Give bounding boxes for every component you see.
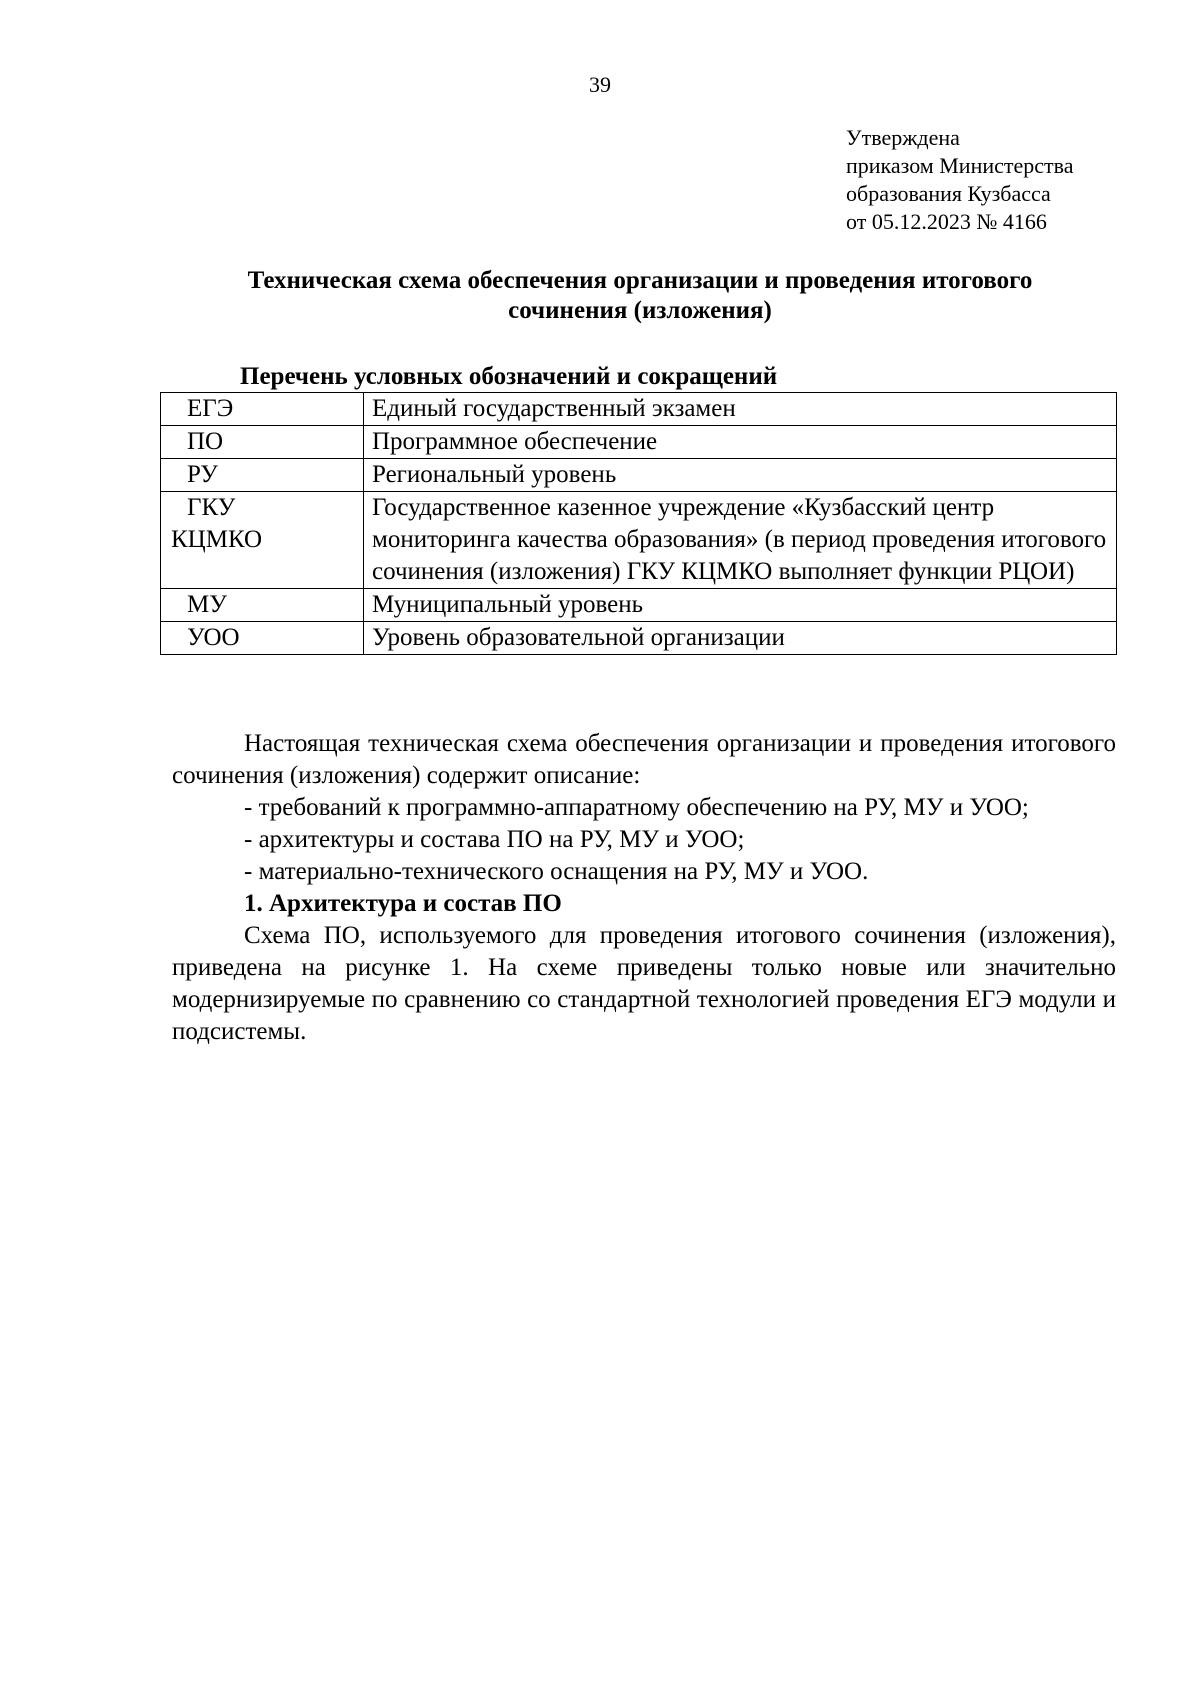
abbreviation-cell: УОО [161,622,364,655]
section-heading: 1. Архитектура и состав ПО [244,890,562,917]
intro-paragraph: Настоящая техническая схема обеспечения организации и проведения итогового сочинения (изложения) содержит описание: [172,730,1116,789]
abbreviation-line: КЦМКО [171,526,263,553]
abbreviation-cell: РУ [161,459,364,492]
document-title-line: сочинения (изложения) [508,297,772,324]
document-title-line: Техническая схема обеспечения организации и проведения итогового [247,267,1033,294]
table-caption: Перечень условных обозначений и сокращений [240,363,778,390]
page-number: 39 [589,72,611,97]
approval-line: от 05.12.2023 № 4166 [846,209,1047,234]
table-row [161,459,1117,492]
table-row [161,393,1117,426]
table-row [161,589,1117,622]
body-text [172,728,1116,1048]
abbreviation-cell [161,492,364,589]
meaning-cell: Государственное казенное учреждение «Кузбасский центр мониторинга качества образования» (в период проведения итогового сочинения (изложения) ГКУ КЦМКО выполняет функции РЦОИ) [364,492,1117,589]
abbreviation-cell: МУ [161,589,364,622]
approval-line: образования Кузбасса [846,181,1051,206]
approval-line: приказом Министерства [846,153,1074,178]
list-item: - материально-технического оснащения на РУ, МУ и УОО. [244,858,869,885]
approval-line: Утверждена [846,125,960,150]
meaning-cell: Единый государственный экзамен [364,393,1117,426]
abbreviation-cell: ЕГЭ [161,393,364,426]
list-item: - требований к программно-аппаратному обеспечению на РУ, МУ и УОО; [244,794,1029,821]
list-item: - архитектуры и состава ПО на РУ, МУ и УОО; [244,826,745,853]
abbreviation-cell: ПО [161,426,364,459]
meaning-cell: Уровень образовательной организации [364,622,1117,655]
section-paragraph: Схема ПО, используемого для проведения итогового сочинения (изложения), приведена на рисунке 1. На схеме приведены только новые или значительно модернизируемые по сравнению со стандартной технологией проведения ЕГЭ модули и подсистемы. [172,922,1116,1045]
abbreviations-table [160,392,1117,655]
document-title [170,266,1110,326]
table-row [161,426,1117,459]
approval-stamp [846,124,1074,236]
table-row [161,622,1117,655]
abbreviation-line: ГКУ [187,494,236,521]
meaning-cell: Программное обеспечение [364,426,1117,459]
table-row [161,492,1117,589]
meaning-cell: Муниципальный уровень [364,589,1117,622]
meaning-cell: Региональный уровень [364,459,1117,492]
